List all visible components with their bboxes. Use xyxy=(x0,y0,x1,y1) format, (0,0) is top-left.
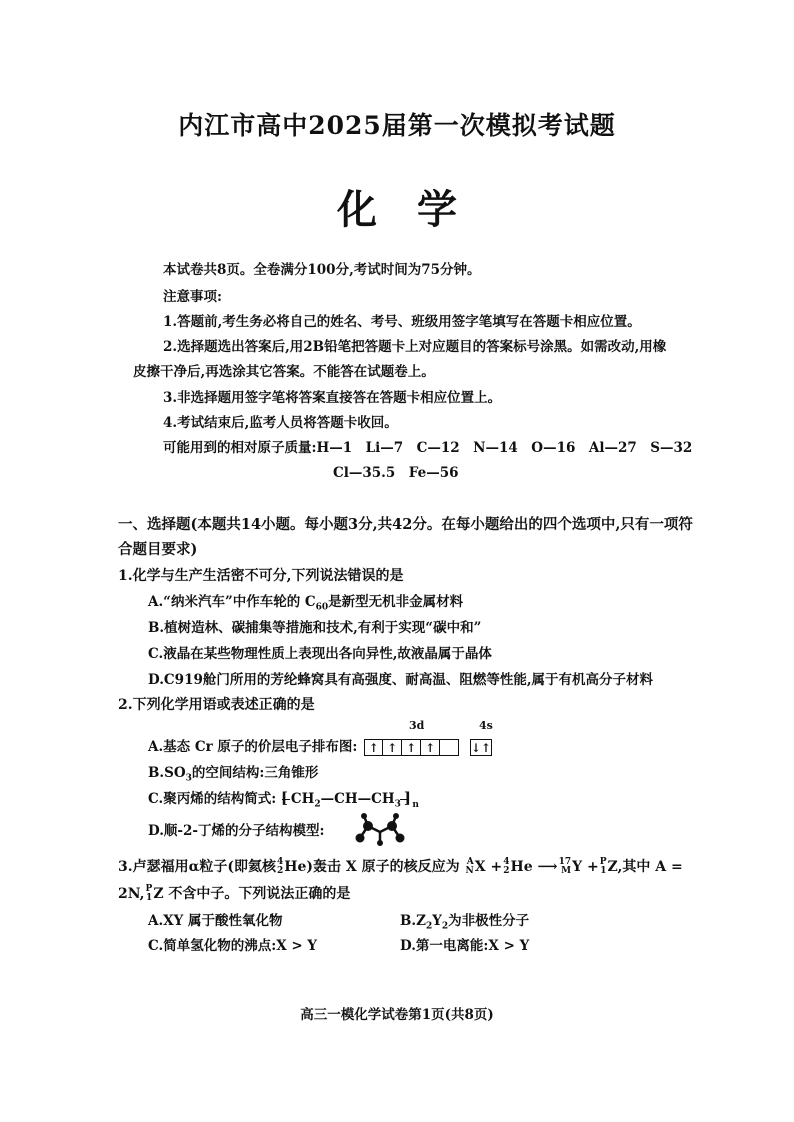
section-1-heading-line2: 合题目要求) xyxy=(118,541,198,558)
question-2-option-a: A.基态 Cr 原子的价层电子排布图: ↑ ↑ ↑ ↑ ↓↑ xyxy=(148,739,491,755)
carbon-atom xyxy=(356,834,365,843)
question-3-stem-line1: 3.卢瑟福用α粒子(即氦核4 2He)轰击 X 原子的核反应为 A NX +4 2He ⟶17 MY +P 1Z,其中 A = xyxy=(118,857,683,876)
orbital-diagram-4s xyxy=(470,739,492,756)
carbon-atom xyxy=(363,821,373,831)
nuclide-notation: P 1 xyxy=(145,884,153,903)
nuclide-notation: A N xyxy=(465,857,474,876)
question-3-option-a: A.XY 属于酸性氧化物 xyxy=(148,913,283,929)
orbital-box: ↑ xyxy=(383,739,402,756)
orbital-diagram-3d xyxy=(364,739,459,756)
question-1-option-d: D.C919舱门所用的芳纶蜂窝具有高强度、耐高温、阻燃等性能,属于有机高分子材料 xyxy=(148,672,654,688)
orbital-box: ↓↑ xyxy=(470,741,491,755)
question-2-option-c: C.聚丙烯的结构简式: [ $CH_2—CH—CH_3$ ] n xyxy=(148,789,419,810)
question-3-option-b: $B.Z_2Y_2$为非极性分子 xyxy=(400,913,530,932)
question-1-option-c: C.液晶在某些物理性质上表现出各向异性,故液晶属于晶体 xyxy=(148,646,492,662)
orbital-box: ↑ xyxy=(402,739,421,756)
notice-item-2-line1: 2.选择题选出答案后,用2B铅笔把答题卡上对应题目的答案标号涂黑。如需改动,用橡 xyxy=(163,339,667,355)
nuclide-notation: 17 M xyxy=(558,857,572,876)
notice-item-2-line2: 皮擦干净后,再选涂其它答案。不能答在试题卷上。 xyxy=(133,364,435,380)
orbital-label-3d: 3d xyxy=(409,719,425,732)
atomic-mass-line-2: Cl—35.5 Fe—56 xyxy=(333,465,459,481)
question-2-stem: 2.下列化学用语或表述正确的是 xyxy=(118,697,315,713)
orbital-box xyxy=(440,739,459,756)
notice-item-3: 3.非选择题用签字笔将答案直接答在答题卡相应位置上。 xyxy=(163,390,502,406)
hydrogen-atom xyxy=(393,813,399,819)
notice-title: 注意事项: xyxy=(163,289,222,305)
orbital-box: ↑ xyxy=(421,739,440,756)
question-3-option-c: C.简单氢化物的沸点:X > Y xyxy=(148,938,318,954)
question-1-option-b: B.植树造林、碳捕集等措施和技术,有利于实现“碳中和” xyxy=(148,620,482,636)
carbon-atom xyxy=(396,834,405,843)
orbital-label-4s: 4s xyxy=(479,719,493,732)
question-2-option-d: D.顺-2-丁烯的分子结构模型: xyxy=(148,823,325,839)
question-3-stem-line2: 2N,P 1Z 不含中子。下列说法正确的是 xyxy=(118,884,351,903)
carbon-atom xyxy=(387,821,397,831)
exam-title: 内江市高中2025届第一次模拟考试题 xyxy=(178,111,616,140)
question-2-option-b: $B.SO_3$的空间结构:三角锥形 xyxy=(148,765,319,784)
notice-item-1: 1.答题前,考生务必将自己的姓名、考号、班级用签字笔填写在答题卡相应位置。 xyxy=(163,314,641,330)
hydrogen-atom xyxy=(377,840,383,846)
section-1-heading-line1: 一、选择题(本题共14小题。每小题3分,共42分。在每小题给出的四个选项中,只有一项符 xyxy=(118,516,693,533)
hydrogen-atom xyxy=(361,813,367,819)
question-3-option-d: D.第一电离能:X > Y xyxy=(400,938,530,954)
nuclide-notation: 4 2 xyxy=(503,857,510,876)
orbital-box: ↑ xyxy=(364,739,383,756)
question-1-option-a: A.“纳米汽车”中作车轮的 $C_{60}$是新型无机非金属材料 xyxy=(148,594,464,613)
exam-intro: 本试卷共8页。全卷满分100分,考试时间为75分钟。 xyxy=(163,262,481,278)
atomic-mass-line-1: 可能用到的相对原子质量:H—1 Li—7 C—12 N—14 O—16 Al—27 S—32 xyxy=(163,440,693,456)
nuclide-notation: P 1 xyxy=(599,857,607,876)
page-footer: 高三一模化学试卷第1页(共8页) xyxy=(300,1007,494,1023)
polypropylene-formula: [ $CH_2—CH—CH_3$ ] n xyxy=(280,789,419,810)
cis-2-butene-model xyxy=(350,810,410,850)
subject-title: 化学 xyxy=(337,186,497,233)
nuclide-notation: 4 2 xyxy=(277,857,284,876)
notice-item-4: 4.考试结束后,监考人员将答题卡收回。 xyxy=(163,415,398,431)
question-1-stem: 1.化学与生产生活密不可分,下列说法错误的是 xyxy=(118,568,404,584)
